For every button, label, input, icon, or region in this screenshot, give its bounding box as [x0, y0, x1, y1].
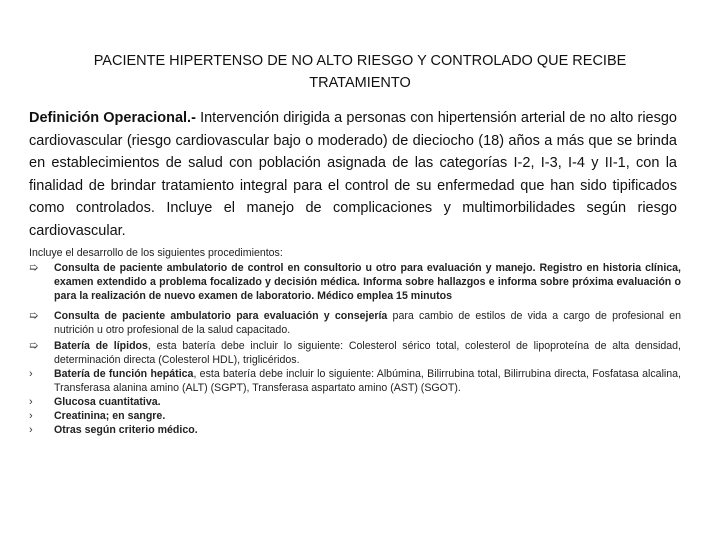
procedure-item-lipid-panel [29, 339, 681, 367]
procedure-item-control-consult [29, 261, 681, 303]
title-line-1: PACIENTE HIPERTENSO DE NO ALTO RIESGO Y CONTROLADO QUE RECIBE [93, 53, 627, 69]
procedure-detail: , esta batería debe incluir lo siguiente: Colesterol sérico total, colesterol de lipoproteína de alta densidad, determinación directa (Colesterol HDL), triglicéridos. [54, 340, 681, 366]
procedure-title: Batería de lípidos [54, 340, 148, 352]
procedure-title: Otras según criterio médico. [54, 424, 198, 436]
procedure-item-other [29, 423, 681, 437]
definition-text: Intervención dirigida a personas con hipertensión arterial de no alto riesgo cardiovascular (riesgo cardiovascular bajo o moderado) de dieciocho (18) años a más que se brinda en establecimientos de salud con población asignada de las categorías I-2, I-3, I-4 y II-1, con la finalidad de brindar tratamiento integral para el control de su enfermedad que han sido tipificados como controlados. Incluye el manejo de complicaciones y multimorbilidades según riesgo cardiovascular. [29, 110, 677, 239]
page-title [60, 50, 660, 94]
procedure-title: Creatinina; en sangre. [54, 410, 166, 422]
arrow-bullet-icon: ➯ [29, 310, 39, 322]
procedure-detail: para cambio de estilos de vida a cargo de profesional en nutrición u otro profesional de la salud capacitado. [54, 310, 682, 336]
procedure-item-creatinine [29, 409, 681, 423]
procedure-detail: , esta batería debe incluir lo siguiente: Albúmina, Bilirrubina total, Bilirrubina directa, Fosfatasa alcalina, Transferasa alanina amino (ALT) (SGPT), Transferasa aspartato amino (AST) (SGOT). [54, 368, 681, 394]
procedure-title: Batería de función hepática [54, 368, 194, 380]
procedure-item-glucose [29, 395, 681, 409]
procedure-item-nutrition-consult [29, 309, 681, 337]
procedure-title: Consulta de paciente ambulatorio de control en consultorio u otro para evaluación y manejo. Registro en historia clínica, examen extendido a problema focalizado y decisión médica. Informa sobre hallazgos e informa sobre próxima evaluación o para la realización de nuevo examen de laboratorio. Médico emplea 15 minutos [54, 262, 681, 302]
procedures-list [29, 261, 681, 437]
chevron-bullet-icon: › [29, 424, 33, 436]
procedures-section [29, 246, 681, 437]
chevron-bullet-icon: › [29, 410, 33, 422]
chevron-bullet-icon: › [29, 396, 33, 408]
chevron-bullet-icon: › [29, 368, 33, 380]
operational-definition [29, 107, 677, 243]
title-line-2: TRATAMIENTO [309, 75, 411, 91]
procedure-title: Glucosa cuantitativa. [54, 396, 161, 408]
arrow-bullet-icon: ➯ [29, 262, 39, 274]
arrow-bullet-icon: ➯ [29, 340, 39, 352]
procedures-intro: Incluye el desarrollo de los siguientes procedimientos: [29, 247, 283, 259]
definition-label: Definición Operacional.- [29, 110, 196, 126]
procedure-title: Consulta de paciente ambulatorio para evaluación y consejería [54, 310, 388, 322]
procedure-item-liver-panel [29, 367, 681, 395]
